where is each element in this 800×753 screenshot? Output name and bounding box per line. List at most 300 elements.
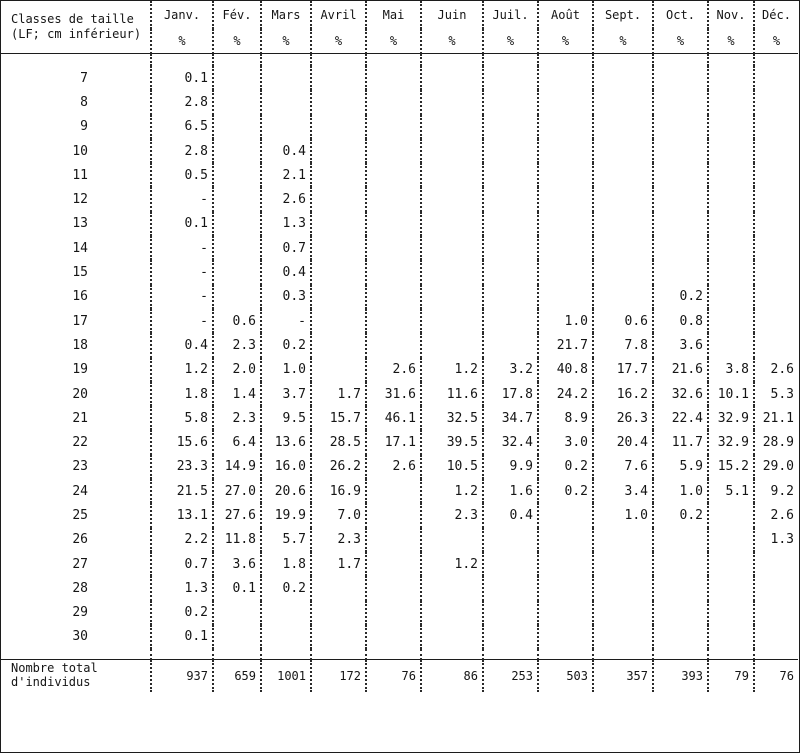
percentage-cell <box>311 285 366 309</box>
percentage-cell <box>754 576 798 600</box>
percentage-cell: 11.7 <box>653 430 708 454</box>
percentage-cell <box>708 139 754 163</box>
table-body <box>1 54 798 660</box>
percentage-cell <box>754 187 798 211</box>
percentage-cell <box>421 66 483 90</box>
percentage-cell: 3.8 <box>708 358 754 382</box>
percentage-cell <box>538 163 593 187</box>
percentage-cell <box>213 601 261 625</box>
percentage-cell <box>311 187 366 211</box>
percentage-cell: 1.6 <box>483 479 538 503</box>
percentage-cell <box>366 333 421 357</box>
percentage-cell <box>754 212 798 236</box>
percentage-cell <box>593 528 653 552</box>
percentage-cell: 0.4 <box>261 260 311 284</box>
percentage-cell <box>593 552 653 576</box>
size-class-label: 18 <box>72 337 88 353</box>
percentage-cell <box>311 358 366 382</box>
percentage-cell: 1.8 <box>151 382 213 406</box>
table-row <box>1 503 798 527</box>
spacer-cell <box>261 54 311 67</box>
month-header: Mai <box>366 1 421 29</box>
spacer-cell <box>483 54 538 67</box>
percentage-cell <box>538 576 593 600</box>
percentage-cell <box>366 503 421 527</box>
percentage-cell <box>754 309 798 333</box>
percentage-cell: 26.3 <box>593 406 653 430</box>
percentage-cell <box>593 260 653 284</box>
percentage-cell: 31.6 <box>366 382 421 406</box>
percentage-cell: 0.1 <box>151 212 213 236</box>
month-header: Fév. <box>213 1 261 29</box>
month-header: Oct. <box>653 1 708 29</box>
percentage-cell <box>421 528 483 552</box>
percentage-cell <box>366 285 421 309</box>
total-cell: 937 <box>151 660 213 693</box>
percentage-cell: 0.3 <box>261 285 311 309</box>
percentage-cell: 0.7 <box>151 552 213 576</box>
unit-cell: % <box>261 29 311 54</box>
percentage-cell: 9.5 <box>261 406 311 430</box>
percentage-cell: 19.9 <box>261 503 311 527</box>
percentage-cell: 26.2 <box>311 455 366 479</box>
table-row <box>1 625 798 649</box>
percentage-cell: 2.6 <box>754 358 798 382</box>
percentage-cell <box>366 479 421 503</box>
spacer-cell <box>593 54 653 67</box>
percentage-cell <box>483 187 538 211</box>
percentage-cell: 10.1 <box>708 382 754 406</box>
percentage-cell: 16.2 <box>593 382 653 406</box>
percentage-cell <box>311 309 366 333</box>
percentage-cell: 0.4 <box>483 503 538 527</box>
percentage-cell <box>593 576 653 600</box>
percentage-cell <box>538 236 593 260</box>
table-row <box>1 455 798 479</box>
percentage-cell <box>754 66 798 90</box>
percentage-cell: 6.4 <box>213 430 261 454</box>
total-cell: 357 <box>593 660 653 693</box>
percentage-cell <box>483 528 538 552</box>
percentage-cell: 2.3 <box>421 503 483 527</box>
percentage-cell <box>213 285 261 309</box>
percentage-cell <box>366 528 421 552</box>
percentage-cell <box>754 260 798 284</box>
percentage-cell: 2.0 <box>213 358 261 382</box>
percentage-cell <box>261 66 311 90</box>
percentage-cell: 28.9 <box>754 430 798 454</box>
percentage-cell <box>366 236 421 260</box>
percentage-cell: 27.0 <box>213 479 261 503</box>
percentage-cell: - <box>151 285 213 309</box>
table-row <box>1 285 798 309</box>
total-cell: 86 <box>421 660 483 693</box>
percentage-cell <box>421 90 483 114</box>
percentage-cell: 0.1 <box>151 66 213 90</box>
percentage-cell <box>213 66 261 90</box>
percentage-cell: 15.2 <box>708 455 754 479</box>
percentage-cell: 1.7 <box>311 382 366 406</box>
percentage-cell <box>311 333 366 357</box>
percentage-cell <box>538 528 593 552</box>
percentage-cell: 28.5 <box>311 430 366 454</box>
percentage-cell: 24.2 <box>538 382 593 406</box>
percentage-cell <box>366 115 421 139</box>
percentage-cell <box>366 66 421 90</box>
table-row <box>1 479 798 503</box>
percentage-cell <box>421 576 483 600</box>
percentage-cell: 8.9 <box>538 406 593 430</box>
percentage-cell <box>483 260 538 284</box>
percentage-cell <box>483 309 538 333</box>
percentage-cell <box>421 625 483 649</box>
percentage-cell <box>593 163 653 187</box>
percentage-cell <box>708 576 754 600</box>
spacer-cell <box>708 54 754 67</box>
percentage-cell <box>366 260 421 284</box>
table-row <box>1 430 798 454</box>
spacer-cell <box>311 54 366 67</box>
percentage-cell <box>538 90 593 114</box>
percentage-cell <box>366 212 421 236</box>
percentage-cell: 0.6 <box>593 309 653 333</box>
size-class-label: 10 <box>72 143 88 159</box>
total-cell: 503 <box>538 660 593 693</box>
spacer-cell <box>421 54 483 67</box>
percentage-cell <box>708 309 754 333</box>
percentage-cell: 0.5 <box>151 163 213 187</box>
percentage-cell <box>708 285 754 309</box>
percentage-cell <box>366 163 421 187</box>
percentage-cell <box>708 236 754 260</box>
percentage-cell <box>311 625 366 649</box>
unit-cell: % <box>311 29 366 54</box>
table-row <box>1 382 798 406</box>
size-class-label: 7 <box>80 70 88 86</box>
month-header: Nov. <box>708 1 754 29</box>
percentage-cell: 3.6 <box>653 333 708 357</box>
unit-cell: % <box>653 29 708 54</box>
total-cell: 1001 <box>261 660 311 693</box>
spacer-cell <box>366 54 421 67</box>
size-class-label: 25 <box>72 507 88 523</box>
percentage-cell: 5.1 <box>708 479 754 503</box>
percentage-cell <box>311 163 366 187</box>
percentage-cell: 14.9 <box>213 455 261 479</box>
size-class-label: 29 <box>72 605 88 621</box>
percentage-cell <box>653 528 708 552</box>
table-row <box>1 187 798 211</box>
percentage-cell: 2.6 <box>366 358 421 382</box>
percentage-cell: 5.9 <box>653 455 708 479</box>
percentage-cell <box>754 552 798 576</box>
percentage-cell <box>538 139 593 163</box>
percentage-cell: 2.8 <box>151 90 213 114</box>
spacer-cell <box>708 649 754 660</box>
percentage-cell: 3.4 <box>593 479 653 503</box>
percentage-cell: 1.3 <box>261 212 311 236</box>
table-row <box>1 139 798 163</box>
percentage-cell: 1.4 <box>213 382 261 406</box>
percentage-cell: 6.5 <box>151 115 213 139</box>
percentage-cell: 15.7 <box>311 406 366 430</box>
percentage-cell <box>593 139 653 163</box>
percentage-cell <box>593 236 653 260</box>
percentage-cell <box>483 552 538 576</box>
percentage-cell: 34.7 <box>483 406 538 430</box>
percentage-cell: 39.5 <box>421 430 483 454</box>
percentage-cell <box>421 601 483 625</box>
percentage-cell: 2.1 <box>261 163 311 187</box>
percentage-cell <box>213 139 261 163</box>
percentage-cell <box>483 333 538 357</box>
percentage-cell <box>483 285 538 309</box>
percentage-cell <box>538 285 593 309</box>
percentage-cell: 17.7 <box>593 358 653 382</box>
size-class-label: 22 <box>72 435 88 451</box>
percentage-cell <box>653 139 708 163</box>
percentage-cell <box>421 260 483 284</box>
spacer-cell <box>483 649 538 660</box>
percentage-cell: 46.1 <box>366 406 421 430</box>
percentage-cell: 5.7 <box>261 528 311 552</box>
unit-cell: % <box>754 29 798 54</box>
percentage-cell: 0.2 <box>538 479 593 503</box>
percentage-cell: - <box>151 309 213 333</box>
percentage-cell <box>653 625 708 649</box>
percentage-cell <box>421 163 483 187</box>
percentage-cell <box>708 66 754 90</box>
row-label-header: Classes de taille (LF; cm inférieur) <box>11 12 142 41</box>
size-class-label: 28 <box>72 580 88 596</box>
unit-cell: % <box>366 29 421 54</box>
percentage-cell: 0.1 <box>151 625 213 649</box>
percentage-cell: 2.2 <box>151 528 213 552</box>
percentage-cell <box>754 236 798 260</box>
percentage-cell: 0.7 <box>261 236 311 260</box>
percentage-cell <box>311 90 366 114</box>
percentage-cell: 32.9 <box>708 406 754 430</box>
percentage-cell <box>366 139 421 163</box>
percentage-cell <box>708 552 754 576</box>
percentage-cell <box>708 212 754 236</box>
percentage-cell <box>421 309 483 333</box>
percentage-cell: 16.0 <box>261 455 311 479</box>
percentage-cell <box>311 260 366 284</box>
percentage-cell: 1.0 <box>538 309 593 333</box>
percentage-cell: 1.2 <box>421 358 483 382</box>
percentage-cell <box>213 625 261 649</box>
percentage-cell <box>366 309 421 333</box>
percentage-cell <box>593 285 653 309</box>
percentage-cell: 20.4 <box>593 430 653 454</box>
table-row <box>1 236 798 260</box>
percentage-cell: 32.9 <box>708 430 754 454</box>
percentage-cell: 0.2 <box>653 503 708 527</box>
percentage-cell: 22.4 <box>653 406 708 430</box>
percentage-cell <box>213 260 261 284</box>
percentage-cell <box>754 333 798 357</box>
percentage-cell <box>708 333 754 357</box>
percentage-cell <box>593 66 653 90</box>
spacer-cell <box>538 54 593 67</box>
total-cell: 393 <box>653 660 708 693</box>
percentage-cell: 2.6 <box>261 187 311 211</box>
percentage-cell <box>483 236 538 260</box>
percentage-cell <box>708 187 754 211</box>
percentage-cell <box>366 601 421 625</box>
percentage-cell: 7.6 <box>593 455 653 479</box>
percentage-cell <box>311 139 366 163</box>
size-class-label: 19 <box>72 362 88 378</box>
percentage-cell: 32.4 <box>483 430 538 454</box>
percentage-cell: 2.3 <box>311 528 366 552</box>
percentage-cell <box>653 66 708 90</box>
spacer-cell <box>213 54 261 67</box>
size-class-label: 26 <box>72 532 88 548</box>
size-class-label: 15 <box>72 265 88 281</box>
percentage-cell <box>483 66 538 90</box>
percentage-cell: 5.3 <box>754 382 798 406</box>
month-header: Avril <box>311 1 366 29</box>
spacer-cell <box>653 649 708 660</box>
percentage-cell: 7.8 <box>593 333 653 357</box>
percentage-cell <box>708 625 754 649</box>
percentage-cell: 9.9 <box>483 455 538 479</box>
percentage-cell <box>708 90 754 114</box>
percentage-cell <box>593 115 653 139</box>
percentage-cell: 1.2 <box>421 552 483 576</box>
total-cell: 172 <box>311 660 366 693</box>
percentage-cell <box>708 601 754 625</box>
size-class-label: 12 <box>72 192 88 208</box>
percentage-cell <box>483 601 538 625</box>
percentage-cell: 1.0 <box>653 479 708 503</box>
percentage-cell <box>653 236 708 260</box>
percentage-cell <box>653 187 708 211</box>
spacer-cell <box>593 649 653 660</box>
percentage-cell <box>366 625 421 649</box>
month-header: Sept. <box>593 1 653 29</box>
percentage-cell: 13.1 <box>151 503 213 527</box>
percentage-cell: 0.6 <box>213 309 261 333</box>
percentage-cell: 2.6 <box>366 455 421 479</box>
percentage-cell <box>708 115 754 139</box>
percentage-cell: 1.7 <box>311 552 366 576</box>
percentage-cell <box>483 139 538 163</box>
table-row <box>1 309 798 333</box>
percentage-cell <box>366 552 421 576</box>
percentage-cell <box>421 187 483 211</box>
spacer-cell <box>538 649 593 660</box>
table-row <box>1 163 798 187</box>
percentage-cell <box>708 528 754 552</box>
total-cell: 76 <box>754 660 798 693</box>
total-cell: 659 <box>213 660 261 693</box>
percentage-cell <box>754 285 798 309</box>
table-row <box>1 115 798 139</box>
percentage-cell: 23.3 <box>151 455 213 479</box>
percentage-cell <box>421 333 483 357</box>
percentage-cell: 5.8 <box>151 406 213 430</box>
percentage-cell: 15.6 <box>151 430 213 454</box>
percentage-cell <box>653 163 708 187</box>
percentage-cell <box>538 625 593 649</box>
percentage-cell: 20.6 <box>261 479 311 503</box>
percentage-cell <box>213 90 261 114</box>
percentage-cell <box>538 552 593 576</box>
percentage-cell: - <box>151 187 213 211</box>
size-distribution-table <box>1 1 798 692</box>
percentage-cell: 16.9 <box>311 479 366 503</box>
percentage-cell: 0.8 <box>653 309 708 333</box>
percentage-cell <box>261 115 311 139</box>
percentage-cell: 0.4 <box>261 139 311 163</box>
table-row <box>1 406 798 430</box>
spacer-cell <box>261 649 311 660</box>
percentage-cell: 0.2 <box>538 455 593 479</box>
total-label: Nombre total d'individus <box>1 660 151 693</box>
percentage-cell <box>483 212 538 236</box>
percentage-cell: 2.3 <box>213 406 261 430</box>
percentage-cell: 7.0 <box>311 503 366 527</box>
header-separator-row <box>1 54 798 67</box>
percentage-cell: 1.2 <box>151 358 213 382</box>
percentage-cell: 2.6 <box>754 503 798 527</box>
percentage-cell: 1.2 <box>421 479 483 503</box>
percentage-cell: - <box>151 260 213 284</box>
percentage-cell: 32.6 <box>653 382 708 406</box>
month-header: Mars <box>261 1 311 29</box>
percentage-cell: 21.5 <box>151 479 213 503</box>
table-row <box>1 552 798 576</box>
percentage-cell <box>421 115 483 139</box>
percentage-cell <box>366 187 421 211</box>
percentage-cell <box>261 625 311 649</box>
percentage-cell: 21.1 <box>754 406 798 430</box>
percentage-cell <box>593 212 653 236</box>
percentage-cell: 2.3 <box>213 333 261 357</box>
percentage-cell: 32.5 <box>421 406 483 430</box>
percentage-cell <box>261 601 311 625</box>
size-class-label: 8 <box>80 94 88 110</box>
size-class-label: 11 <box>72 167 88 183</box>
spacer-cell <box>754 649 798 660</box>
percentage-cell: 21.7 <box>538 333 593 357</box>
percentage-cell: 3.0 <box>538 430 593 454</box>
percentage-cell <box>538 260 593 284</box>
table-row <box>1 333 798 357</box>
table-row <box>1 260 798 284</box>
percentage-cell <box>421 285 483 309</box>
percentage-cell <box>653 260 708 284</box>
percentage-cell <box>311 576 366 600</box>
percentage-cell <box>261 90 311 114</box>
percentage-cell: 9.2 <box>754 479 798 503</box>
total-cell: 253 <box>483 660 538 693</box>
unit-cell: % <box>421 29 483 54</box>
percentage-cell <box>754 163 798 187</box>
table-row <box>1 601 798 625</box>
month-header: Janv. <box>151 1 213 29</box>
spacer-cell <box>1 649 151 660</box>
month-header: Déc. <box>754 1 798 29</box>
percentage-cell: 11.8 <box>213 528 261 552</box>
size-class-label: 9 <box>80 119 88 135</box>
spacer-cell <box>653 54 708 67</box>
size-class-label: 27 <box>72 556 88 572</box>
percentage-cell <box>213 163 261 187</box>
